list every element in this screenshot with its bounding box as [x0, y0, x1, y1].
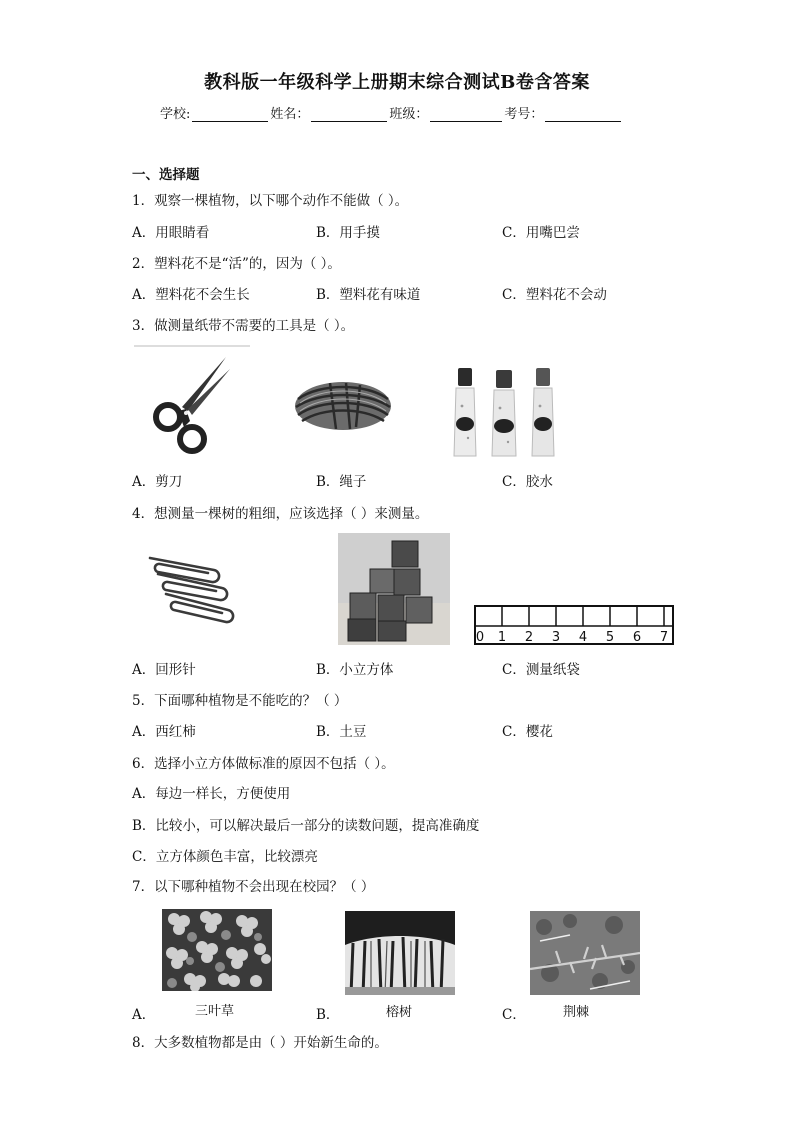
q7-option-c[interactable]: C． [502, 1007, 526, 1023]
question-2: 2．塑料花不是“活”的，因为（ ）。 [132, 256, 341, 272]
name-blank[interactable] [311, 107, 387, 122]
q6-option-c[interactable]: C．立方体颜色丰富，比较漂亮 [132, 849, 318, 865]
page-title: 教科版一年级科学上册期末综合测试B卷含答案 [204, 72, 590, 93]
q5-option-a[interactable]: A．西红柿 [132, 724, 196, 740]
question-3: 3．做测量纸带不需要的工具是（ ）。 [132, 318, 355, 334]
question-7: 7．以下哪种植物不会出现在校园？（ ） [132, 879, 375, 895]
strip-number: 0 [475, 630, 485, 645]
q7-option-b[interactable]: B． [316, 1007, 340, 1023]
caption-clover: 三叶草 [195, 1004, 235, 1019]
q2-option-a[interactable]: A．塑料花不会生长 [132, 287, 250, 303]
student-info-line [160, 103, 623, 122]
banyan-tree-photo [345, 911, 455, 995]
strip-number: 5 [605, 630, 615, 645]
paper-clips-image [144, 548, 238, 628]
q4-option-c[interactable]: C．测量纸袋 [502, 662, 580, 678]
q6-option-a[interactable]: A．每边一样长，方便使用 [132, 786, 291, 802]
q4-option-b[interactable]: B．小立方体 [316, 662, 394, 678]
question-8: 8．大多数植物都是由（ ）开始新生命的。 [132, 1035, 388, 1051]
class-blank[interactable] [430, 107, 502, 122]
question-6: 6．选择小立方体做标准的原因不包括（ ）。 [132, 756, 395, 772]
strip-number: 4 [578, 630, 588, 645]
strip-number: 3 [551, 630, 561, 645]
section-title: 一、选择题 [132, 167, 200, 183]
exam-no-label: 考号： [504, 107, 544, 122]
exam-no-blank[interactable] [545, 107, 621, 122]
question-5: 5．下面哪种植物是不能吃的？（ ） [132, 693, 348, 709]
q3-option-b[interactable]: B．绳子 [316, 474, 367, 490]
class-label: 班级： [389, 107, 429, 122]
scissors-image [134, 345, 250, 461]
small-cubes-image [338, 533, 450, 645]
q5-option-b[interactable]: B．土豆 [316, 724, 367, 740]
q2-option-b[interactable]: B．塑料花有味道 [316, 287, 421, 303]
q7-option-a[interactable]: A． [132, 1007, 156, 1023]
q6-option-b[interactable]: B．比较小，可以解决最后一部分的读数问题，提高准确度 [132, 818, 480, 834]
question-1: 1．观察一棵植物，以下哪个动作不能做（ ）。 [132, 193, 409, 209]
measuring-strip-image [474, 604, 674, 646]
q1-option-a[interactable]: A．用眼睛看 [132, 225, 210, 241]
clover-photo [162, 909, 272, 991]
q4-option-a[interactable]: A．回形针 [132, 662, 196, 678]
strip-number: 1 [497, 630, 507, 645]
rope-coil-image [290, 375, 396, 437]
q2-option-c[interactable]: C．塑料花不会动 [502, 287, 607, 303]
q1-option-b[interactable]: B．用手摸 [316, 225, 380, 241]
thorns-photo [530, 911, 640, 995]
name-label: 姓名： [270, 107, 310, 122]
q3-option-c[interactable]: C．胶水 [502, 474, 553, 490]
q3-option-a[interactable]: A．剪刀 [132, 474, 183, 490]
question-4: 4．想测量一棵树的粗细，应该选择（ ）来测量。 [132, 506, 429, 522]
glue-bottles-image [452, 366, 556, 460]
strip-number: 7 [659, 630, 669, 645]
caption-thorns: 荆棘 [563, 1005, 590, 1020]
school-blank[interactable] [192, 107, 268, 122]
strip-number: 6 [632, 630, 642, 645]
strip-number: 2 [524, 630, 534, 645]
q5-option-c[interactable]: C．樱花 [502, 724, 553, 740]
caption-banyan: 榕树 [386, 1005, 413, 1020]
q1-option-c[interactable]: C．用嘴巴尝 [502, 225, 580, 241]
school-label: 学校: [160, 107, 191, 122]
